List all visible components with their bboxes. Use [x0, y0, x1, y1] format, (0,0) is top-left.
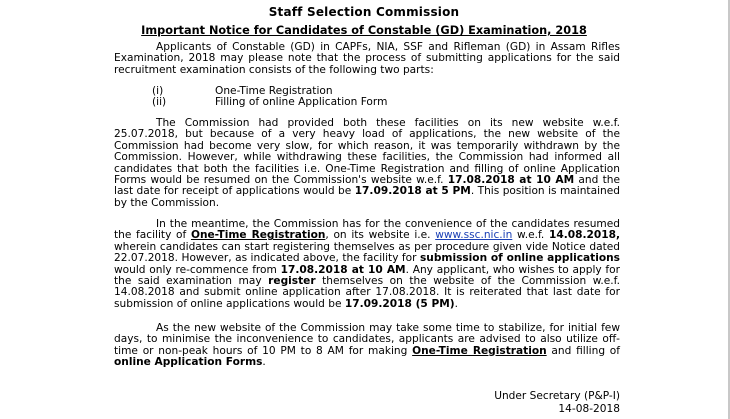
- notice-subtitle: Important Notice for Candidates of Constable (GD) Examination, 2018: [141, 24, 587, 37]
- para-text: As the new website of the Commission may take some time to stabilize, for initial few days, to minimise the inconvenience to candidates, applicants are advised to also utilize off-time or non-peak hours of 10 PM to 8 AM for making: [114, 322, 620, 357]
- parts-list: [152, 86, 387, 108]
- intro-text: Applicants of Constable (GD) in CAPFs, NIA, SSF and Rifleman (GD) in Assam Rifles Examination, 2018 may please note that the process of submitting applications for the said recruitment examination consists of the following two parts:: [114, 41, 620, 76]
- intro-paragraph: [114, 42, 620, 76]
- para-text: .: [262, 356, 266, 369]
- para-text: and the last date for receipt of applications would be: [114, 174, 620, 198]
- resume-date: 17.08.2018 at 10 AM: [447, 174, 575, 187]
- para-text: would only re-commence from: [114, 263, 281, 276]
- page-title: Staff Selection Commission: [268, 5, 460, 19]
- submission-emphasis: submission of online applications: [419, 252, 620, 265]
- list-item-number: (ii): [152, 95, 167, 108]
- para-text: . This position is maintained by the Commission.: [114, 185, 620, 209]
- recommence-date: 17.08.2018 at 10 AM: [280, 263, 406, 276]
- final-date: 17.09.2018 (5 PM): [344, 297, 455, 310]
- advisory-paragraph: [114, 323, 620, 369]
- last-date: 17.09.2018 at 5 PM: [354, 185, 471, 198]
- para-text: . Any applicant, who wishes to apply for the said examination may: [114, 263, 620, 288]
- resumption-paragraph: [114, 118, 620, 209]
- signatory: Under Secretary (P&P-I): [494, 390, 620, 402]
- list-item-text: Filling of online Application Form: [215, 95, 388, 108]
- notice-date: 14-08-2018: [558, 403, 620, 415]
- otr-emphasis: One-Time Registration: [190, 229, 326, 242]
- list-item-number: (i): [152, 85, 164, 97]
- para-text: w.e.f.: [512, 229, 549, 242]
- para-text: .: [454, 297, 458, 310]
- para-text: The Commission had provided both these facilities on its new website w.e.f. 25.07.2018, but because of a very heavy load of applications, the new website of the Commission had become very slow, for which reason, it was temporarily withdrawn by the Commission. However, while withdrawing these facilities, the Commission had informed all candidates that both the facilities i.e. One-Time Registration and filling of online Application Forms would be resumed on the Commission's website w.e.f.: [114, 117, 620, 187]
- application-forms-emphasis: online Application Forms: [114, 356, 263, 369]
- para-text: wherein candidates can start registering themselves as per procedure given vide Notice dated 22.07.2018. However, as indicated above, the facility for: [114, 240, 620, 265]
- otr-emphasis: One-Time Registration: [412, 344, 547, 357]
- para-text: themselves on the website of the Commission w.e.f. 14.08.2018 and submit online application after 17.08.2018. It is reiterated that last date for submission of online applications would be: [114, 275, 620, 310]
- para-text: In the meantime, the Commission has for the convenience of the candidates resumed the facility of: [114, 218, 620, 242]
- list-item: [152, 97, 387, 108]
- register-emphasis: register: [268, 275, 316, 288]
- ssc-website-link[interactable]: www.ssc.nic.in: [435, 229, 513, 242]
- registration-date: 14.08.2018,: [548, 229, 620, 242]
- para-text: and filling of: [546, 344, 621, 357]
- registration-paragraph: [114, 219, 620, 310]
- list-item-text: One-Time Registration: [215, 85, 333, 97]
- para-text: , on its website i.e.: [325, 229, 436, 242]
